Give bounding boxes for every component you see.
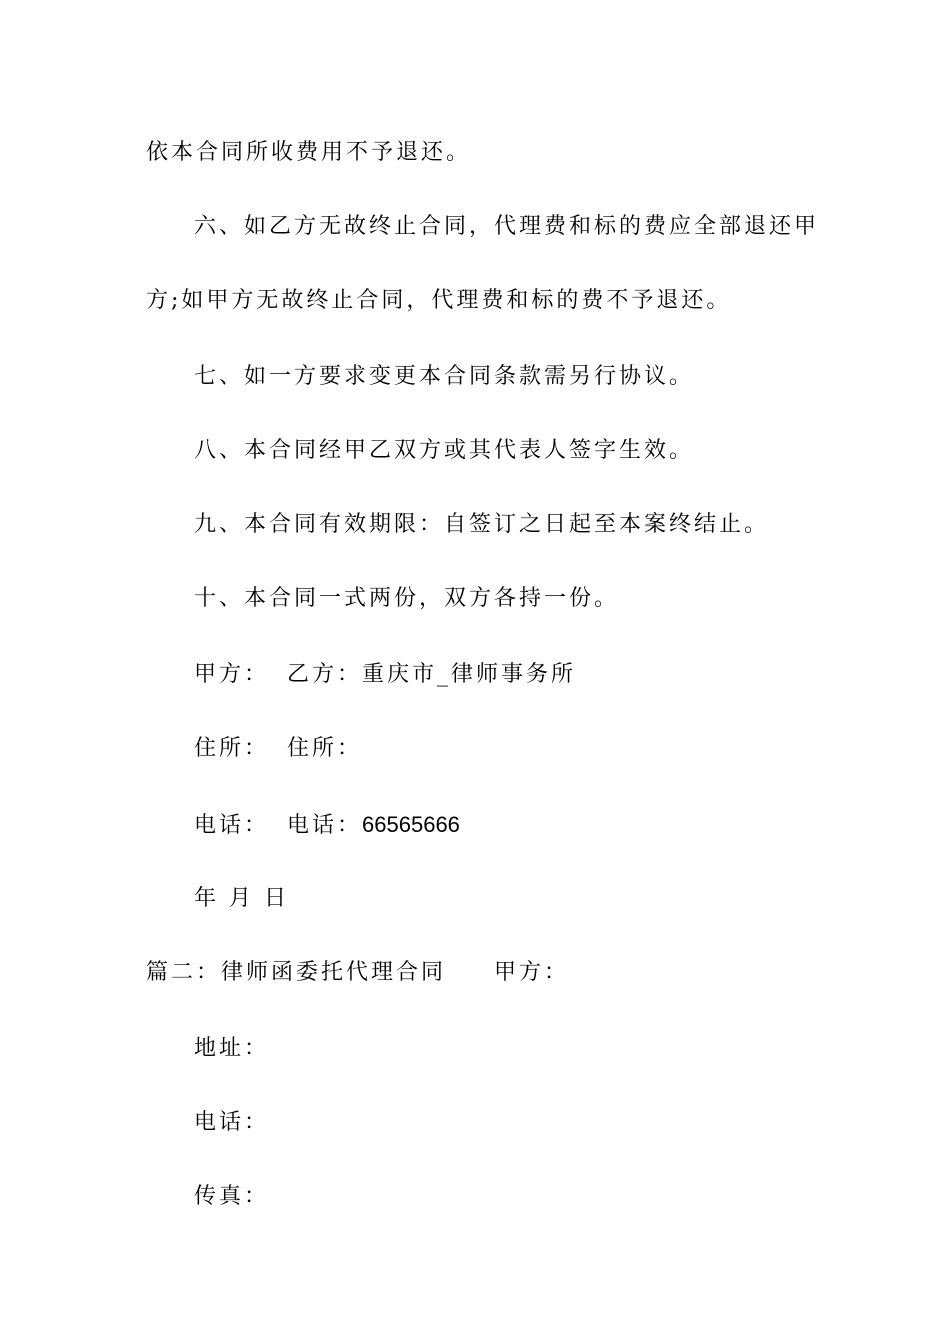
section-2-fax: 传真：: [194, 1184, 270, 1209]
section-2-heading-line: [146, 958, 569, 988]
paragraph-refund: 依本合同所收费用不予退还。: [146, 140, 472, 165]
clause-10: 十、本合同一式两份，双方各持一份。: [194, 586, 620, 611]
clause-6-line-2: 方;如甲方无故终止合同，代理费和标的费不予退还。: [146, 288, 732, 313]
phone-a-label: 电话：: [194, 813, 270, 838]
signature-parties: [194, 660, 576, 690]
section-2-address: 地址：: [194, 1036, 270, 1061]
section-2-heading: 篇二：律师函委托代理合同: [146, 960, 447, 985]
signature-addresses: [194, 734, 362, 764]
clause-8: 八、本合同经甲乙双方或其代表人签字生效。: [194, 438, 695, 463]
address-a-label: 住所：: [194, 736, 270, 761]
clause-7: 七、如一方要求变更本合同条款需另行协议。: [194, 364, 695, 389]
party-a-label: 甲方：: [194, 662, 270, 687]
section-2-phone: 电话：: [194, 1110, 270, 1135]
phone-b-number: 66565666: [362, 812, 460, 837]
signature-phones: [194, 810, 460, 841]
phone-b-label: 电话：: [287, 813, 363, 838]
party-b-label: 乙方：重庆市_律师事务所: [287, 662, 577, 687]
clause-6-line-1: 六、如乙方无故终止合同，代理费和标的费应全部退还甲: [194, 214, 820, 239]
signature-date: 年 月 日: [194, 886, 289, 911]
section-2-party-a: 甲方：: [494, 960, 570, 985]
address-b-label: 住所：: [287, 736, 363, 761]
clause-9: 九、本合同有效期限：自签订之日起至本案终结止。: [194, 512, 770, 537]
